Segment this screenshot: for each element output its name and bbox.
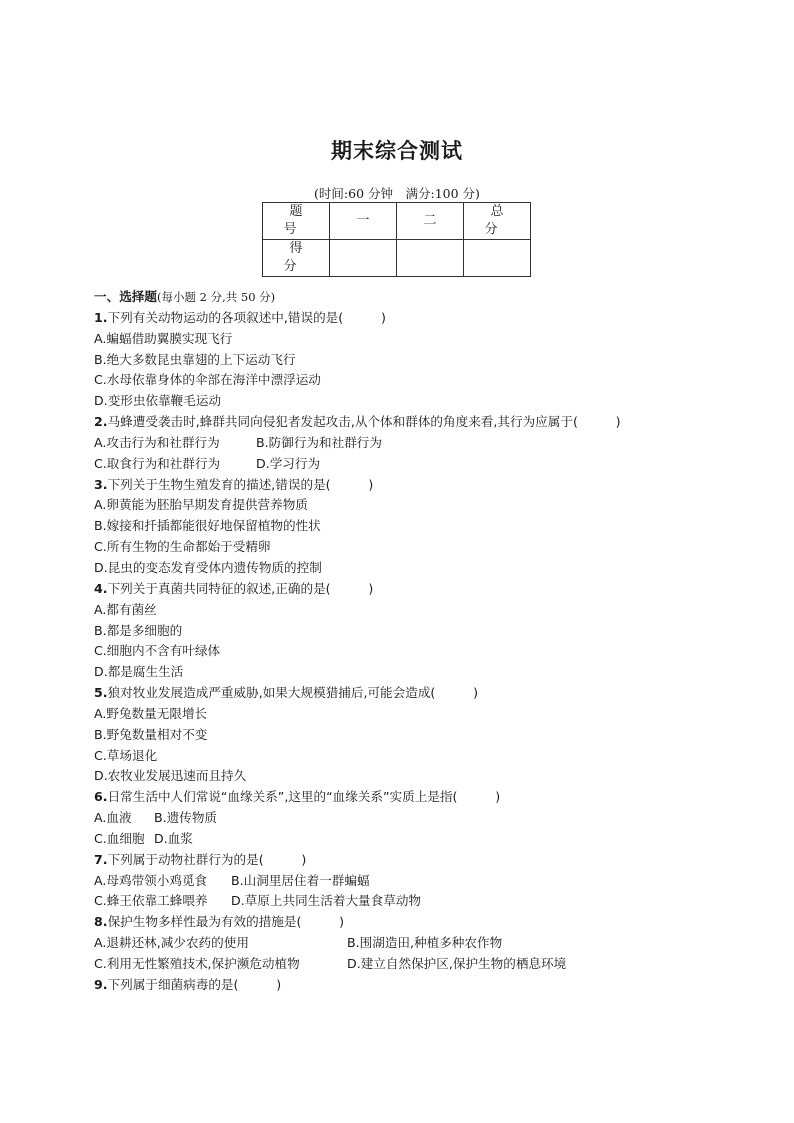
answer-option-row — [94, 725, 734, 746]
question-stem — [94, 912, 734, 933]
answer-option[interactable]: C.血细胞 — [94, 830, 145, 846]
question-stem — [94, 975, 734, 996]
question-stem — [94, 308, 734, 329]
score-cell-total[interactable] — [464, 240, 531, 277]
score-table-row-label: 得 分 — [263, 240, 330, 277]
answer-option[interactable]: B.野兔数量相对不变 — [94, 726, 208, 742]
answer-option-row — [94, 495, 734, 516]
answer-option[interactable]: D.血浆 — [154, 830, 193, 846]
answer-option-row — [94, 808, 734, 829]
question-text: 下列属于细菌病毒的是( ) — [107, 976, 282, 992]
answer-option[interactable]: C.所有生物的生命都始于受精卵 — [94, 539, 271, 555]
score-table-header-cell: 题 号 — [263, 203, 330, 240]
question-stem — [94, 850, 734, 871]
question-number: 5. — [94, 685, 108, 701]
answer-option[interactable]: A.野兔数量无限增长 — [94, 705, 208, 721]
section-note: (每小题 2 分,共 50 分) — [156, 290, 276, 304]
answer-option[interactable]: D.变形虫依靠鞭毛运动 — [94, 393, 222, 409]
answer-option[interactable]: C.细胞内不含有叶绿体 — [94, 643, 221, 659]
answer-option-row — [94, 829, 734, 850]
answer-option[interactable]: C.利用无性繁殖技术,保护濒危动植物 — [94, 956, 300, 971]
question-text: 狼对牧业发展造成严重威胁,如果大规模猎捕后,可能会造成( ) — [107, 685, 479, 701]
exam-time-score-info: (时间:60 分钟 满分:100 分) — [314, 186, 480, 201]
answer-option[interactable]: B.都是多细胞的 — [94, 622, 183, 638]
section-heading — [94, 287, 734, 308]
page-title: 期末综合测试 — [331, 139, 463, 163]
score-table-header-cell: 一 — [330, 203, 397, 240]
score-cell-section-1[interactable] — [330, 240, 397, 277]
score-table-header-row — [263, 203, 531, 240]
answer-option-row — [94, 933, 734, 954]
question-number: 2. — [94, 414, 108, 430]
question-text: 下列有关动物运动的各项叙述中,错误的是( ) — [107, 309, 386, 325]
question-text: 保护生物多样性最为有效的措施是( ) — [107, 914, 345, 930]
question-number: 3. — [94, 476, 108, 492]
answer-option[interactable]: D.农牧业发展迅速而且持久 — [94, 768, 247, 784]
question-text: 下列属于动物社群行为的是( ) — [107, 851, 307, 867]
question-number: 7. — [94, 851, 108, 867]
answer-option-row — [94, 558, 734, 579]
answer-option-row — [94, 350, 734, 371]
answer-option[interactable]: B.绝大多数昆虫靠翅的上下运动飞行 — [94, 351, 296, 367]
answer-option[interactable]: A.攻击行为和社群行为 — [94, 434, 220, 450]
answer-option[interactable]: B.遗传物质 — [154, 810, 218, 826]
answer-option-row — [94, 641, 734, 662]
answer-option[interactable]: C.草场退化 — [94, 747, 158, 763]
answer-option[interactable]: A.都有菌丝 — [94, 601, 157, 617]
answer-option[interactable]: D.草原上共同生活着大量食草动物 — [231, 893, 422, 909]
question-text: 马蜂遭受袭击时,蜂群共同向侵犯者发起攻击,从个体和群体的角度来看,其行为应属于( ) — [107, 414, 621, 430]
answer-option[interactable]: D.建立自然保护区,保护生物的栖息环境 — [347, 956, 567, 971]
score-table-score-row — [263, 240, 531, 277]
answer-option[interactable]: C.蜂王依靠工蜂喂养 — [94, 893, 208, 909]
question-number: 6. — [94, 789, 108, 805]
answer-option[interactable]: B.围湖造田,种植多种农作物 — [347, 935, 503, 951]
answer-option-row — [94, 766, 734, 787]
question-stem — [94, 412, 734, 433]
score-cell-section-2[interactable] — [397, 240, 464, 277]
answer-option-row — [94, 329, 734, 350]
answer-option[interactable]: A.母鸡带领小鸡觅食 — [94, 872, 208, 888]
answer-option-row — [94, 600, 734, 621]
answer-option-row — [94, 871, 734, 892]
answer-option[interactable]: A.蝙蝠借助翼膜实现飞行 — [94, 330, 233, 346]
question-list — [94, 287, 734, 996]
score-table-header-cell: 二 — [397, 203, 464, 240]
answer-option[interactable]: C.取食行为和社群行为 — [94, 455, 221, 471]
answer-option[interactable]: B.防御行为和社群行为 — [256, 434, 382, 450]
answer-option-row — [94, 621, 734, 642]
answer-option-row — [94, 370, 734, 391]
answer-option[interactable]: C.水母依靠身体的伞部在海洋中漂浮运动 — [94, 372, 321, 388]
question-stem — [94, 787, 734, 808]
answer-option[interactable]: B.山洞里居住着一群蝙蝠 — [231, 872, 370, 888]
question-stem — [94, 579, 734, 600]
answer-option-row — [94, 537, 734, 558]
question-stem — [94, 683, 734, 704]
answer-option[interactable]: B.嫁接和扦插都能很好地保留植物的性状 — [94, 518, 321, 534]
score-table-header-cell: 总 分 — [464, 203, 531, 240]
answer-option[interactable]: D.都是腐生生活 — [94, 664, 184, 680]
answer-option-row — [94, 954, 734, 975]
question-number: 1. — [94, 309, 108, 325]
question-text: 下列关于真菌共同特征的叙述,正确的是( ) — [107, 580, 374, 596]
answer-option[interactable]: A.血液 — [94, 810, 132, 826]
section-title: 一、选择题 — [94, 289, 157, 304]
answer-option-row — [94, 391, 734, 412]
answer-option-row — [94, 704, 734, 725]
question-number: 8. — [94, 914, 108, 930]
question-stem — [94, 475, 734, 496]
answer-option-row — [94, 746, 734, 767]
answer-option-row — [94, 891, 734, 912]
answer-option-row — [94, 433, 734, 454]
answer-option-row — [94, 662, 734, 683]
answer-option-row — [94, 454, 734, 475]
question-number: 9. — [94, 976, 108, 992]
answer-option[interactable]: A.退耕还林,减少农药的使用 — [94, 935, 249, 951]
answer-option[interactable]: D.昆虫的变态发育受体内遗传物质的控制 — [94, 559, 322, 575]
question-text: 日常生活中人们常说“血缘关系”,这里的“血缘关系”实质上是指( ) — [107, 789, 501, 805]
answer-option-row — [94, 516, 734, 537]
score-table — [262, 202, 541, 277]
answer-option[interactable]: D.学习行为 — [256, 455, 321, 471]
answer-option[interactable]: A.卵黄能为胚胎早期发育提供营养物质 — [94, 497, 308, 513]
question-text: 下列关于生物生殖发育的描述,错误的是( ) — [107, 476, 374, 492]
question-number: 4. — [94, 580, 108, 596]
